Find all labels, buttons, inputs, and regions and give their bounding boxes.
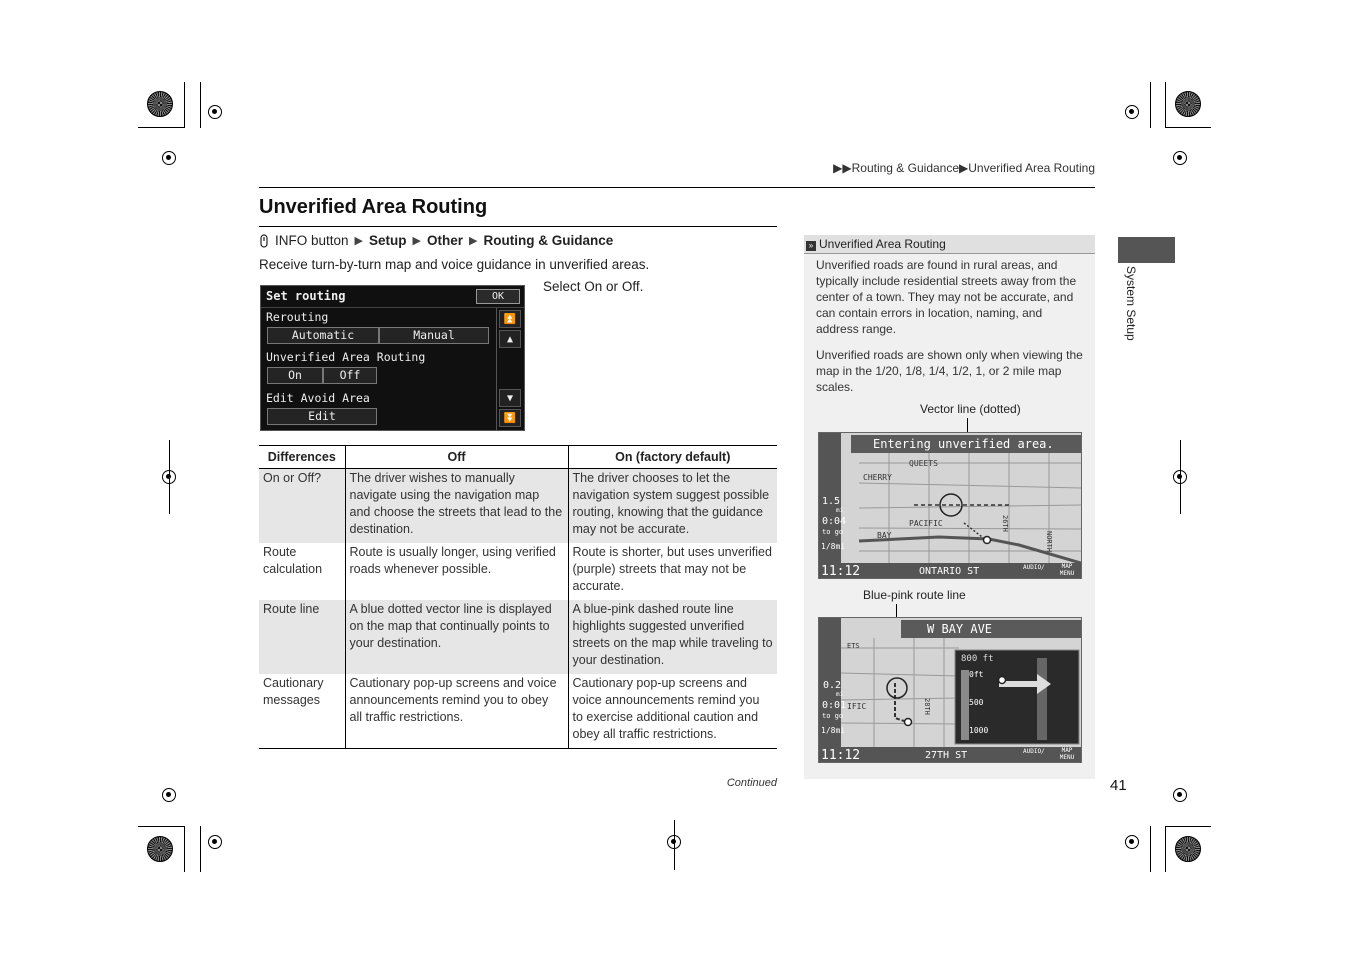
registration-mark <box>1173 151 1187 165</box>
select-mid: or <box>602 279 622 294</box>
crop-line <box>200 82 201 128</box>
route-caption: Blue-pink route line <box>863 588 966 602</box>
map-1-street-26th: 26TH <box>1001 515 1009 532</box>
table-row <box>259 543 777 600</box>
unverified-label: Unverified Area Routing <box>266 350 426 364</box>
table-row <box>259 600 777 674</box>
breadcrumb-separator: ▶ <box>959 161 969 175</box>
registration-mark <box>208 105 222 119</box>
crop-line <box>200 826 201 872</box>
differences-table <box>259 445 777 749</box>
map-2-current-street: 27TH ST <box>925 750 968 761</box>
map-2-to-go: to go <box>822 712 844 720</box>
cell-off: Cautionary pop-up screens and voice announcements remind you to obey all traffic restrictions. <box>345 674 568 749</box>
path-step-other: Other <box>427 233 464 248</box>
map-screen-2 <box>818 617 1082 763</box>
crop-line <box>1165 826 1211 827</box>
scroll-up-icon[interactable]: ▲ <box>499 330 521 348</box>
map-2-mark-1000: 1000 <box>969 726 989 735</box>
crop-line <box>1150 826 1151 872</box>
map-1-eta: 0:04 <box>822 516 847 527</box>
cell-off: Route is usually longer, using verified roads whenever possible. <box>345 543 568 600</box>
note-paragraph-2: Unverified roads are shown only when viewing the map in the 1/20, 1/8, 1/4, 1/2, 1, or 2 mile map scales. <box>816 348 1083 394</box>
screen-header <box>261 286 524 308</box>
select-on: On <box>584 279 603 294</box>
rerouting-manual-button[interactable]: Manual <box>379 327 489 344</box>
cell-on: Cautionary pop-up screens and voice announcements remind you to exercise additional caution and obey all traffic restrictions. <box>568 674 777 749</box>
header-rule <box>259 187 1095 188</box>
header-differences: Differences <box>259 446 345 469</box>
path-arrow-icon: ▶ <box>354 235 364 247</box>
cell-on: The driver chooses to let the navigation system suggest possible routing, knowing that the guidance may not be accurate. <box>568 469 777 544</box>
note-paragraph-1: Unverified roads are found in rural areas, and typically include residential streets away from the center of a town. They may not be accurate, and can contain errors in location, naming, and address range. <box>816 258 1077 336</box>
map-1-clock: 11:12 <box>821 564 861 579</box>
select-instruction <box>543 279 643 294</box>
select-off: Off <box>621 279 640 294</box>
avoid-label: Edit Avoid Area <box>266 391 370 405</box>
map-1-street-queets: QUEETS <box>909 459 938 468</box>
path-step-setup: Setup <box>369 233 407 248</box>
set-routing-screen <box>260 285 525 431</box>
page-down-icon[interactable]: ⏬ <box>499 409 521 427</box>
section-tab-label: System Setup <box>1124 266 1138 341</box>
info-button-icon <box>259 234 269 248</box>
crop-line <box>1150 82 1151 128</box>
map-2-street-28th: 28TH <box>923 698 931 715</box>
note-icon: » <box>806 241 816 251</box>
crop-line <box>184 826 185 872</box>
vector-caption: Vector line (dotted) <box>920 402 1021 416</box>
map-2-mark-0: 0ft <box>969 670 984 679</box>
cell-on: A blue-pink dashed route line highlights suggested unverified streets on the map while traveling to your destination. <box>568 600 777 674</box>
intro-text: Receive turn-by-turn map and voice guidance in unverified areas. <box>259 257 650 272</box>
map-1-current-street: ONTARIO ST <box>919 566 980 577</box>
note-heading <box>804 235 1095 253</box>
crop-line <box>138 826 184 827</box>
map-2-audio-button[interactable]: AUDIO/ <box>1023 748 1045 755</box>
path-arrow-icon: ▶ <box>412 235 421 247</box>
map-1-street-cherry: CHERRY <box>863 473 892 482</box>
map-2-distance: 0.2 <box>823 680 842 691</box>
breadcrumb <box>760 161 1095 175</box>
map-2-roads <box>819 618 1081 762</box>
header-off: Off <box>345 446 568 469</box>
registration-mark <box>162 788 176 802</box>
note-heading-text: Unverified Area Routing <box>819 237 946 251</box>
map-1-street-pacific: PACIFIC <box>909 519 943 528</box>
section-tab <box>1118 237 1175 263</box>
crop-line <box>138 127 184 128</box>
printer-rosette-mark <box>147 91 173 117</box>
screen-title: Set routing <box>266 289 346 303</box>
map-1-distance-unit: mi <box>836 507 844 514</box>
path-arrow-icon: ▶ <box>469 235 478 247</box>
select-post: . <box>639 279 644 294</box>
registration-mark <box>1125 835 1139 849</box>
scroll-bar <box>496 308 523 430</box>
rerouting-automatic-button[interactable]: Automatic <box>267 327 379 344</box>
header-on: On (factory default) <box>568 446 777 469</box>
cell-diff: On or Off? <box>259 469 345 544</box>
printer-rosette-mark <box>1175 91 1201 117</box>
page-title: Unverified Area Routing <box>259 196 488 218</box>
map-2-street-ific: IFIC <box>847 702 867 711</box>
table-row <box>259 469 777 544</box>
cell-diff: Route line <box>259 600 345 674</box>
unverified-on-button[interactable]: On <box>267 367 323 384</box>
breadcrumb-page[interactable]: Unverified Area Routing <box>968 161 1095 175</box>
map-1-to-go: to go <box>822 528 844 536</box>
registration-mark <box>208 835 222 849</box>
path-start: INFO button <box>275 233 349 248</box>
select-pre: Select <box>543 279 585 294</box>
map-2-menu-button[interactable]: MAP MENU <box>1059 747 1075 761</box>
map-2-mark-500: 500 <box>969 698 984 707</box>
map-1-audio-button[interactable]: AUDIO/ <box>1023 564 1045 571</box>
cell-off: A blue dotted vector line is displayed on the map that continually points to your destination. <box>345 600 568 674</box>
map-1-street-north: NORTH <box>1045 531 1053 553</box>
map-2-eta: 0:01 <box>822 700 847 711</box>
crop-line <box>1180 440 1181 514</box>
cell-on: Route is shorter, but uses unverified (purple) streets that may not be accurate. <box>568 543 777 600</box>
rerouting-label: Rerouting <box>266 310 329 324</box>
map-2-clock: 11:12 <box>821 748 861 763</box>
path-step-routing: Routing & Guidance <box>483 233 614 248</box>
menu-path <box>259 233 613 248</box>
crop-line <box>169 440 170 514</box>
printer-rosette-mark <box>147 836 173 862</box>
registration-mark <box>1173 788 1187 802</box>
unverified-off-button[interactable]: Off <box>323 367 377 384</box>
continued-label: Continued <box>726 777 777 789</box>
edit-avoid-button[interactable]: Edit <box>267 408 377 425</box>
map-2-banner: W BAY AVE <box>901 620 1081 638</box>
map-1-roads <box>819 433 1081 578</box>
page-number: 41 <box>1110 777 1127 794</box>
crop-line <box>1165 82 1166 128</box>
printer-rosette-mark <box>1175 836 1201 862</box>
crop-line <box>1165 826 1166 872</box>
map-2-scale[interactable]: 1/8mi <box>821 726 846 735</box>
registration-mark <box>1125 105 1139 119</box>
map-2-distance-unit: mi <box>836 691 844 698</box>
cell-off: The driver wishes to manually navigate using the navigation map and choose the streets that lead to the destination. <box>345 469 568 544</box>
map-1-street-bay: BAY <box>877 531 892 540</box>
table-header-row <box>259 446 777 469</box>
cell-diff: Route calculation <box>263 545 323 576</box>
page-up-icon[interactable]: ⏫ <box>499 310 521 328</box>
breadcrumb-section[interactable]: Routing & Guidance <box>851 161 960 175</box>
crop-line <box>1165 127 1211 128</box>
table-row <box>259 674 777 749</box>
map-screen-1 <box>818 432 1082 579</box>
registration-mark <box>162 151 176 165</box>
cell-diff: Cautionary messages <box>259 674 345 749</box>
map-2-panel-distance: 800 ft <box>961 654 994 664</box>
map-1-menu-button[interactable]: MAP MENU <box>1059 563 1075 577</box>
map-1-banner: Entering unverified area. <box>851 435 1082 453</box>
scroll-down-icon[interactable]: ▼ <box>499 389 521 407</box>
map-1-scale[interactable]: 1/8mi <box>821 542 846 551</box>
ok-button[interactable]: OK <box>476 289 520 304</box>
note-rule <box>804 253 1095 254</box>
map-1-distance: 1.5 <box>822 496 841 507</box>
crop-line <box>674 820 675 870</box>
crop-line <box>184 82 185 128</box>
breadcrumb-arrows: ▶▶ <box>833 161 852 175</box>
title-rule <box>259 226 777 227</box>
map-2-street-ets: ETS <box>847 642 860 650</box>
